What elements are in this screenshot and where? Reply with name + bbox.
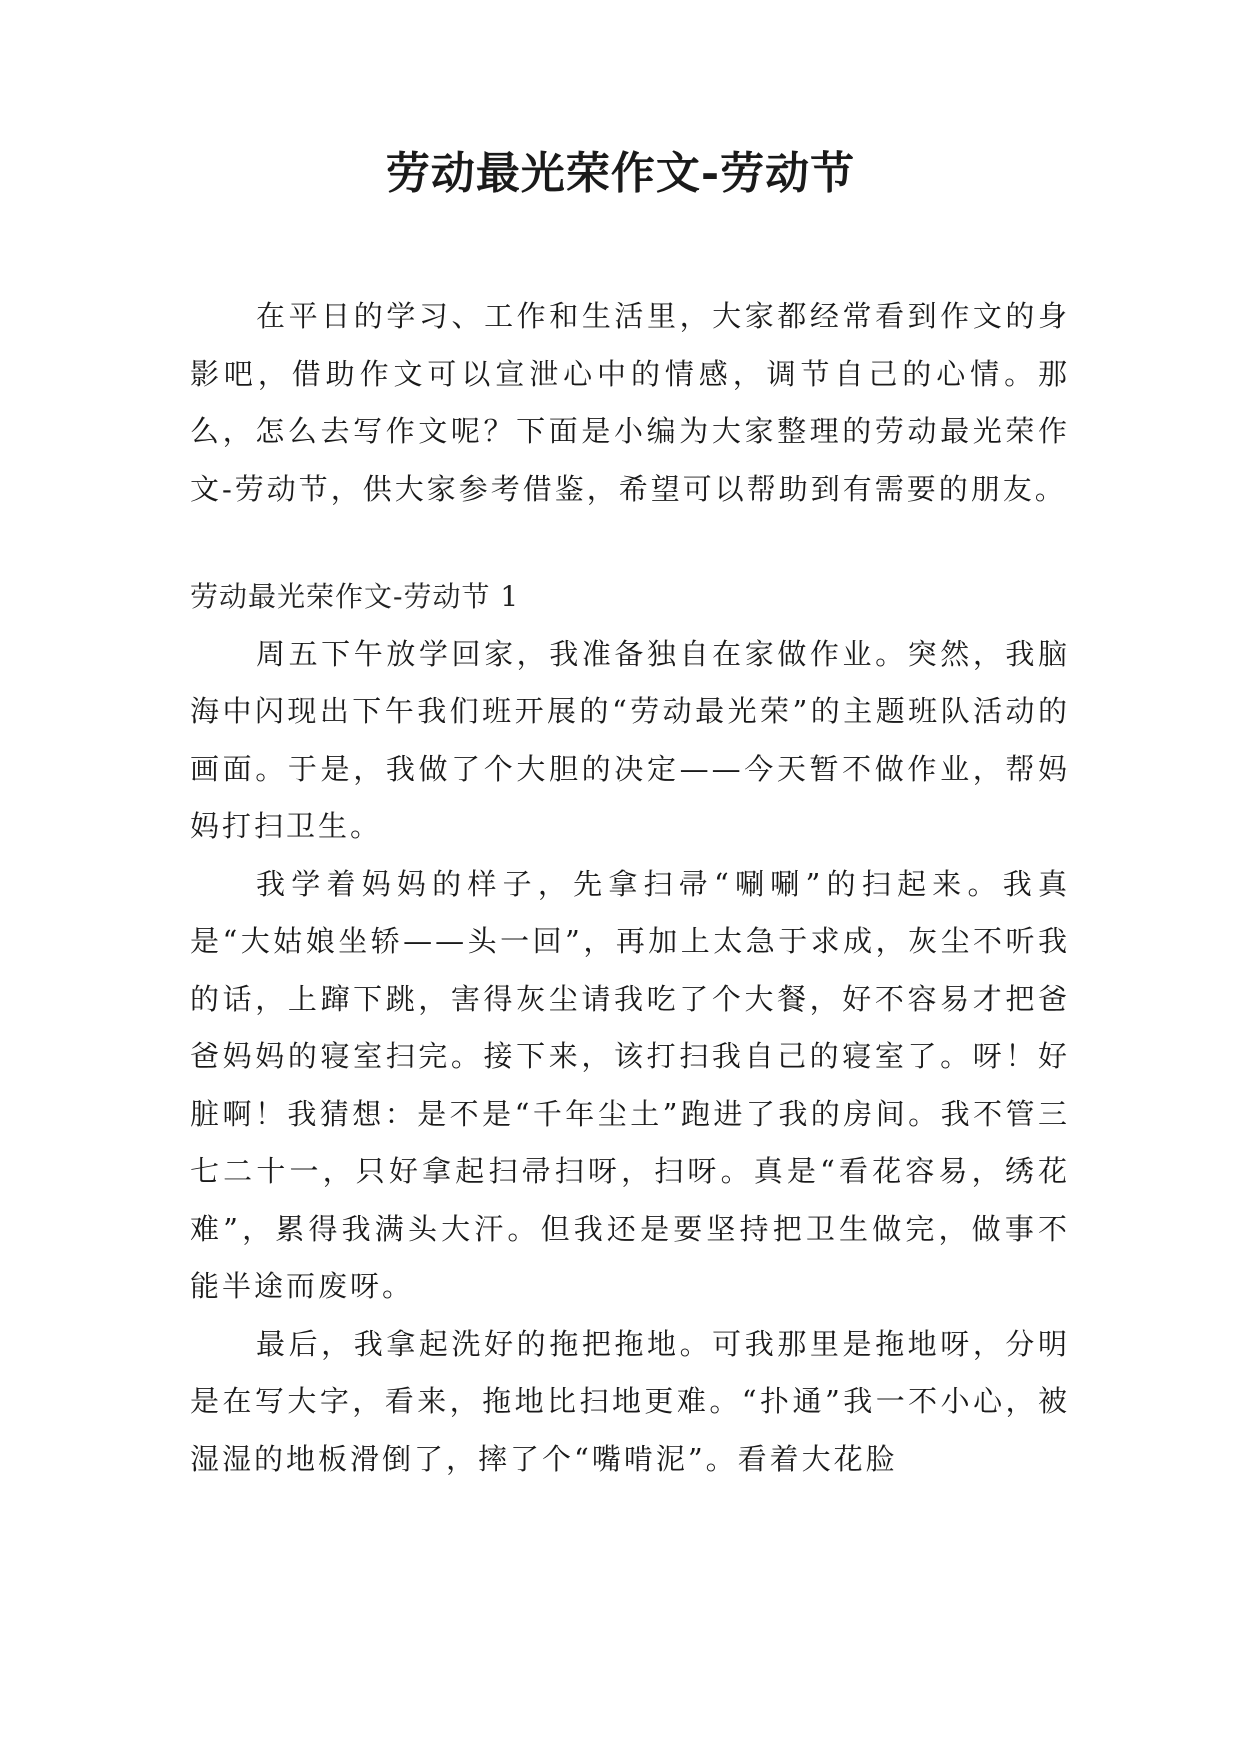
document-body [190,288,1070,1488]
body-paragraph-3: 最后，我拿起洗好的拖把拖地。可我那里是拖地呀，分明是在写大字，看来，拖地比扫地更难。“扑通”我一不小心，被湿湿的地板滑倒了，摔了个“嘴啃泥”。看着大花脸 [190,1326,1070,1476]
document-title: 劳动最光荣作文-劳动节 [385,148,856,199]
intro-paragraph: 在平日的学习、工作和生活里，大家都经常看到作文的身影吧，借助作文可以宣泄心中的情感，调节自己的心情。那么，怎么去写作文呢？下面是小编为大家整理的劳动最光荣作文-劳动节，供大家参考借鉴，希望可以帮助到有需要的朋友。 [190,299,1070,506]
body-paragraph-2: 我学着妈妈的样子，先拿扫帚“唰唰”的扫起来。我真是“大姑娘坐轿——头一回”，再加上太急于求成，灰尘不听我的话，上蹿下跳，害得灰尘请我吃了个大餐，好不容易才把爸爸妈妈的寝室扫完。接下来，该打扫我自己的寝室了。呀！好脏啊！我猜想：是不是“千年尘土”跑进了我的房间。我不管三七二十一，只好拿起扫帚扫呀，扫呀。真是“看花容易，绣花难”，累得我满头大汗。但我还是要坚持把卫生做完，做事不能半途而废呀。 [190,866,1070,1303]
body-paragraph-1: 周五下午放学回家，我准备独自在家做作业。突然，我脑海中闪现出下午我们班开展的“劳动最光荣”的主题班队活动的画面。于是，我做了个大胆的决定——今天暂不做作业，帮妈妈打扫卫生。 [190,636,1070,843]
section-heading: 劳动最光荣作文-劳动节 1 [190,580,520,613]
